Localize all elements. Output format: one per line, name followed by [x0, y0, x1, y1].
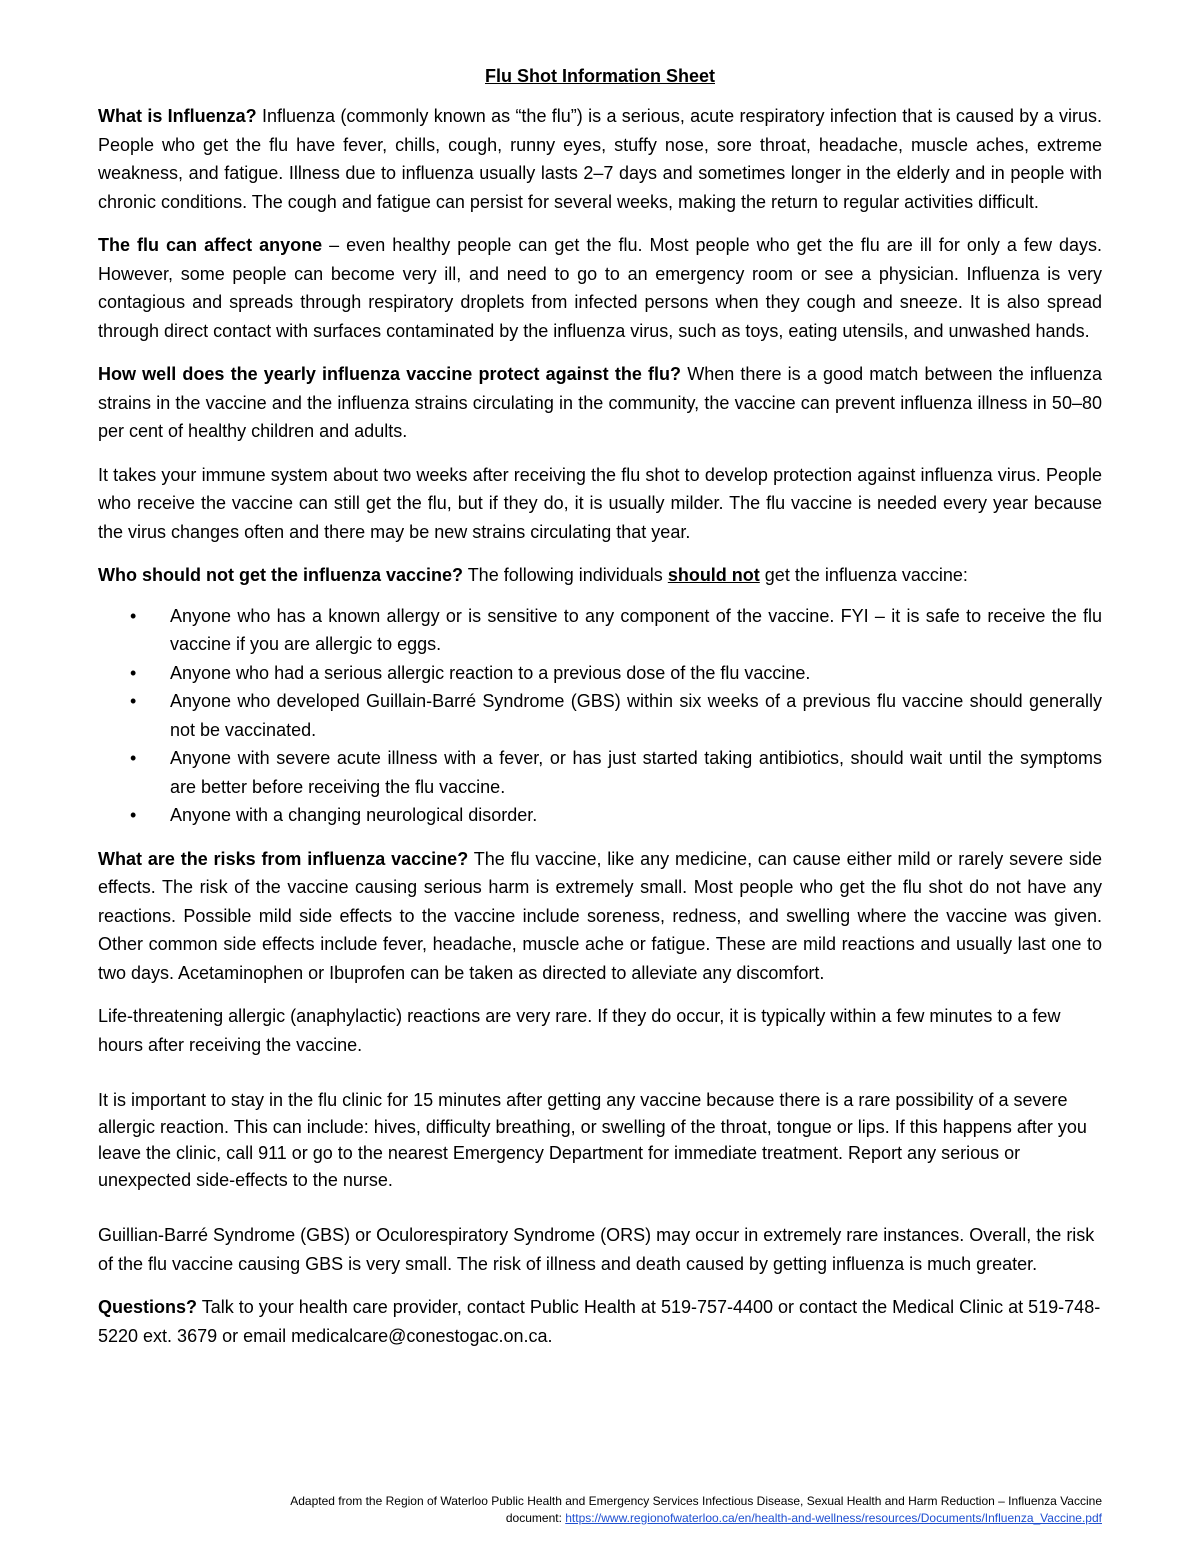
section-immune-system: It takes your immune system about two weeks after receiving the flu shot to develop protection against influenza virus. People who receive the vaccine can still get the flu, but if they do, it is usually milder. The flu vaccine is needed every year because the virus changes often and there may be new strains circulating that year.: [98, 464, 1102, 542]
section-heading: What is Influenza?: [98, 106, 257, 126]
list-item: • Anyone who has a known allergy or is sensitive to any component of the vaccine. FYI – it is safe to receive the flu vaccine if you are allergic to eggs.: [98, 602, 1102, 659]
section-heading: How well does the yearly influenza vaccine protect against the flu?: [98, 364, 682, 384]
section-who-should-not: [98, 561, 1102, 590]
section-text: The following individuals: [463, 565, 668, 585]
section-risks: [98, 845, 1102, 988]
section-heading: The flu can affect anyone: [98, 235, 323, 255]
section-text: The flu vaccine, like any medicine, can cause either mild or rarely severe side effects. The risk of the vaccine causing serious harm is extremely small. Most people who get the flu shot do not have any reactions. Possible mild side effects to the vaccine include soreness, redness, and swelling where the vaccine was given. Other common side effects include fever, headache, muscle ache or fatigue. These are mild reactions and usually last one to two days. Acetaminophen or Ibuprofen can be taken as directed to alleviate any discomfort.: [98, 848, 1102, 983]
list-item: • Anyone who had a serious allergic reaction to a previous dose of the flu vaccine.: [98, 659, 1102, 688]
section-text: Talk to your health care provider, contact Public Health at 519-757-4400 or contact the Medical Clinic at 519-748-5220 ext. 3679 or email medicalcare@conestogac.on.ca.: [98, 1297, 1101, 1346]
section-gbs-ors: Guillian-Barré Syndrome (GBS) or Oculorespiratory Syndrome (ORS) may occur in extremely rare instances. Overall, the risk of the flu vaccine causing GBS is very small. The risk of illness and death caused by getting influenza is much greater.: [98, 1225, 1095, 1274]
footer-attribution: [98, 1493, 1102, 1527]
section-what-is-influenza: [98, 102, 1102, 216]
source-link[interactable]: https://www.regionofwaterloo.ca/en/health-and-wellness/resources/Documents/Influenza_Vaccine.pdf: [565, 1511, 1102, 1525]
section-flu-can-affect-anyone: [98, 231, 1102, 345]
document-page: [98, 64, 1102, 1365]
section-questions: [98, 1293, 1102, 1350]
section-text: – even healthy people can get the flu. Most people who get the flu are ill for only a few days. However, some people can become very ill, and need to go to an emergency room or see a physician. Influenza is very contagious and spreads through respiratory droplets from infected persons when they cough and sneeze. It is also spread through direct contact with surfaces contaminated by the influenza virus, such as toys, eating utensils, and unwashed hands.: [98, 235, 1102, 341]
section-text: get the influenza vaccine:: [759, 565, 968, 585]
section-vaccine-protection: [98, 360, 1102, 446]
section-heading: Who should not get the influenza vaccine?: [98, 565, 464, 585]
section-text: When there is a good match between the influenza strains in the vaccine and the influenza strains circulating in the community, the vaccine can prevent influenza illness in 50–80 per cent of healthy children and adults.: [98, 364, 1102, 441]
list-item: • Anyone with a changing neurological disorder.: [98, 801, 1102, 830]
footer-line: Adapted from the Region of Waterloo Public Health and Emergency Services Infectious Disease, Sexual Health and Harm Reduction – Influenza Vaccine: [290, 1494, 1102, 1508]
footer-prefix: document:: [505, 1511, 566, 1525]
page-title: Flu Shot Information Sheet: [485, 66, 715, 86]
section-stay-in-clinic: It is important to stay in the flu clinic for 15 minutes after getting any vaccine because there is a rare possibility of a severe allergic reaction. This can include: hives, difficulty breathing, or swelling of the throat, tongue or lips. If this happens after you leave the clinic, call 911 or go to the nearest Emergency Department for immediate treatment. Report any serious or unexpected side-effects to the nurse.: [98, 1090, 1087, 1190]
footer-source: [98, 1510, 1102, 1527]
section-anaphylactic: Life-threatening allergic (anaphylactic) reactions are very rare. If they do occur, it is typically within a few minutes to a few hours after receiving the vaccine.: [98, 1006, 1061, 1055]
section-heading: Questions?: [98, 1297, 198, 1317]
contraindications-list: [98, 602, 1102, 830]
emphasis-should-not: should not: [667, 565, 760, 585]
list-item: • Anyone with severe acute illness with a fever, or has just started taking antibiotics, should wait until the symptoms are better before receiving the flu vaccine.: [98, 744, 1102, 801]
section-heading: What are the risks from influenza vaccine?: [98, 848, 469, 869]
list-item: • Anyone who developed Guillain-Barré Syndrome (GBS) within six weeks of a previous flu vaccine should generally not be vaccinated.: [98, 687, 1102, 744]
section-text: Influenza (commonly known as “the flu”) is a serious, acute respiratory infection that is caused by a virus. People who get the flu have fever, chills, cough, runny eyes, stuffy nose, sore throat, headache, muscle aches, extreme weakness, and fatigue. Illness due to influenza usually lasts 2–7 days and sometimes longer in the elderly and in people with chronic conditions. The cough and fatigue can persist for several weeks, making the return to regular activities difficult.: [98, 106, 1102, 212]
